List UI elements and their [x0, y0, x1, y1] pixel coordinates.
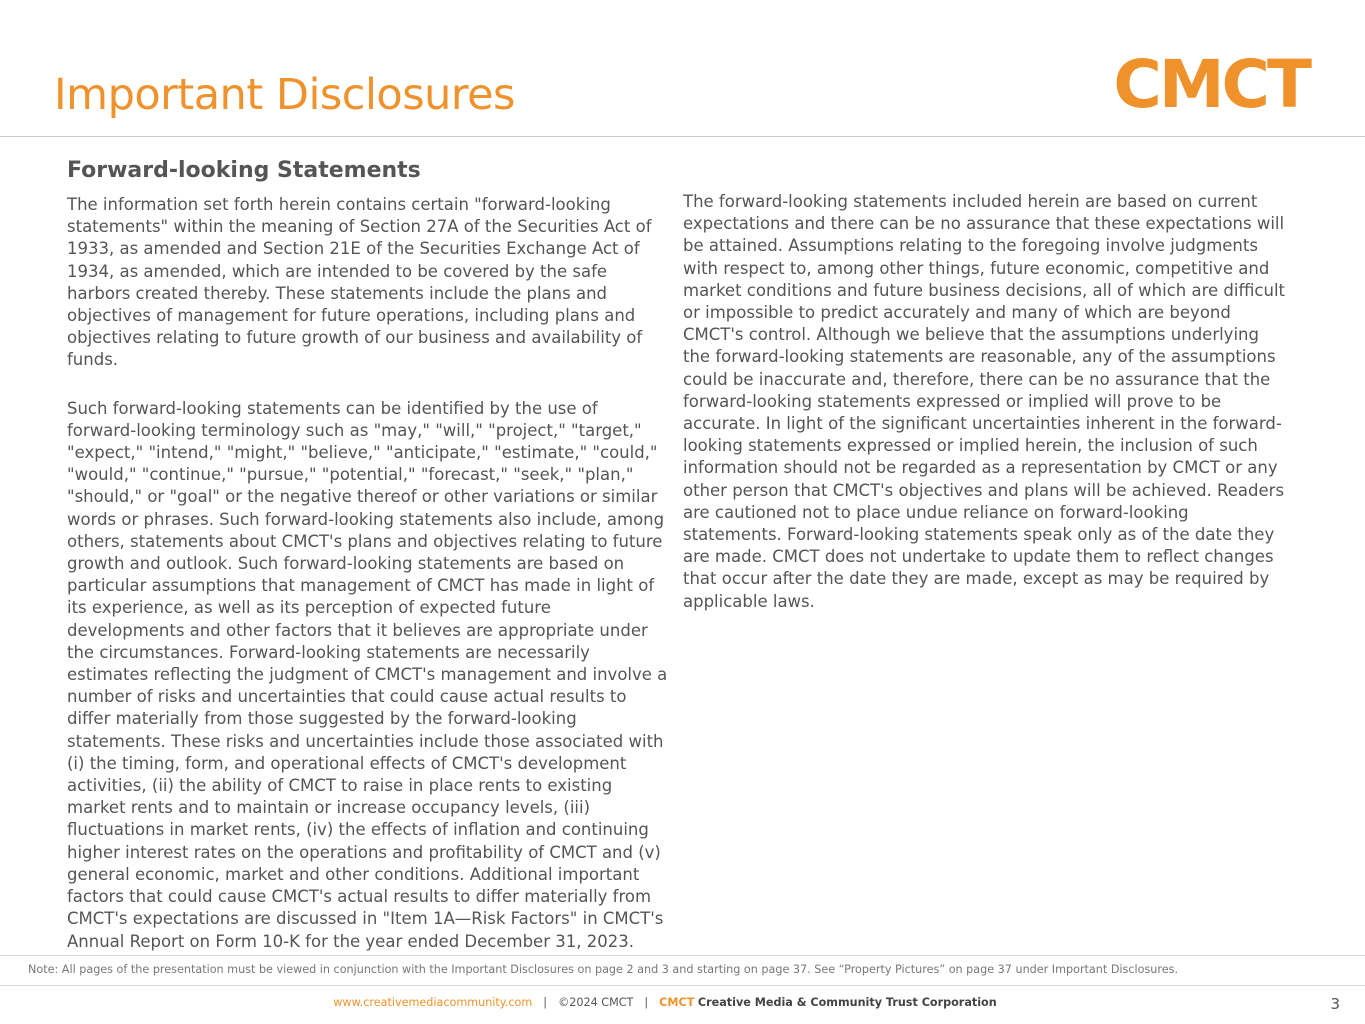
- header-divider: [0, 136, 1365, 137]
- footer-separator: |: [644, 996, 649, 1009]
- paragraph-terminology: Such forward-looking statements can be identified by the use of forward-looking terminology such as "may," "will," "project," "target," "expect," "intend," "might," "believe," "anticipate," "estimate," "could," "would," "continue," "pursue," "potential," "forecast," "seek," "plan," "should," or "goal" or the negative thereof or other variations or similar words or phrases. Such forward-looking statements also include, among others, statements about CMCT's plans and objectives relating to future growth and outlook. Such forward-looking statements are based on particular assumptions that management of CMCT has made in light of its experience, as well as its perception of expected future developments and other factors that it believes are appropriate under the circumstances. Forward-looking statements are necessarily estimates reflecting the judgment of CMCT's management and involve a number of risks and uncertainties that could cause actual results to differ materially from those suggested by the forward-looking statements. These risks and uncertainties include those associated with (i) the timing, form, and operational effects of CMCT's development activities, (ii) the ability of CMCT to raise in place rents to existing market rents and to maintain or increase occupancy levels, (iii) fluctuations in market rents, (iv) the effects of inflation and continuing higher interest rates on the operations and profitability of CMCT and (v) general economic, market and other conditions. Additional important factors that could cause CMCT's actual results to differ materially from CMCT's expectations are discussed in "Item 1A—Risk Factors" in CMCT's Annual Report on Form 10-K for the year ended December 31, 2023.: [67, 398, 668, 951]
- footnote: Note: All pages of the presentation must be viewed in conjunction with the Important Disclosures on page 2 and 3 and starting on page 37. See “Property Pictures” on page 37 under Important Disclosures.: [28, 963, 1179, 976]
- left-column: [67, 194, 672, 953]
- right-column: [683, 191, 1288, 613]
- footer-brand: CMCT: [659, 996, 695, 1009]
- copyright: ©2024 CMCT: [558, 996, 634, 1009]
- company-name: Creative Media & Community Trust Corporation: [697, 996, 997, 1009]
- page-title: Important Disclosures: [54, 70, 515, 120]
- page-number: 3: [1330, 995, 1340, 1013]
- paragraph-assumptions: The forward-looking statements included herein are based on current expectations and there can be no assurance that these expectations will be attained. Assumptions relating to the foregoing involve judgments with respect to, among other things, future economic, competitive and market conditions and future business decisions, all of which are difficult or impossible to predict accurately and many of which are beyond CMCT's control. Although we believe that the assumptions underlying the forward-looking statements are reasonable, any of the assumptions could be inaccurate and, therefore, there can be no assurance that the forward-looking statements expressed or implied will prove to be accurate. In light of the significant uncertainties inherent in the forward-looking statements expressed or implied herein, the inclusion of such information should not be regarded as a representation by CMCT or any other person that CMCT's objectives and plans will be achieved. Readers are cautioned not to place undue reliance on forward-looking statements. Forward-looking statements speak only as of the date they are made. CMCT does not undertake to update them to reflect changes that occur after the date they are made, except as may be required by applicable laws.: [683, 192, 1285, 611]
- cmct-logo: CMCT: [1113, 46, 1309, 123]
- paragraph-safe-harbor: The information set forth herein contains certain "forward-looking statements" within the meaning of Section 27A of the Securities Act of 1933, as amended and Section 21E of the Securities Exchange Act of 1934, as amended, which are intended to be covered by the safe harbors created thereby. These statements include the plans and objectives of management for future operations, including plans and objectives relating to future growth of our business and availability of funds.: [67, 195, 652, 370]
- note-divider: [0, 955, 1365, 956]
- section-heading: Forward-looking Statements: [67, 158, 421, 183]
- footer-separator: |: [543, 996, 548, 1009]
- website-link[interactable]: www.creativemediacommunity.com: [333, 996, 533, 1009]
- footer: [0, 996, 1330, 1009]
- footer-divider: [0, 985, 1365, 986]
